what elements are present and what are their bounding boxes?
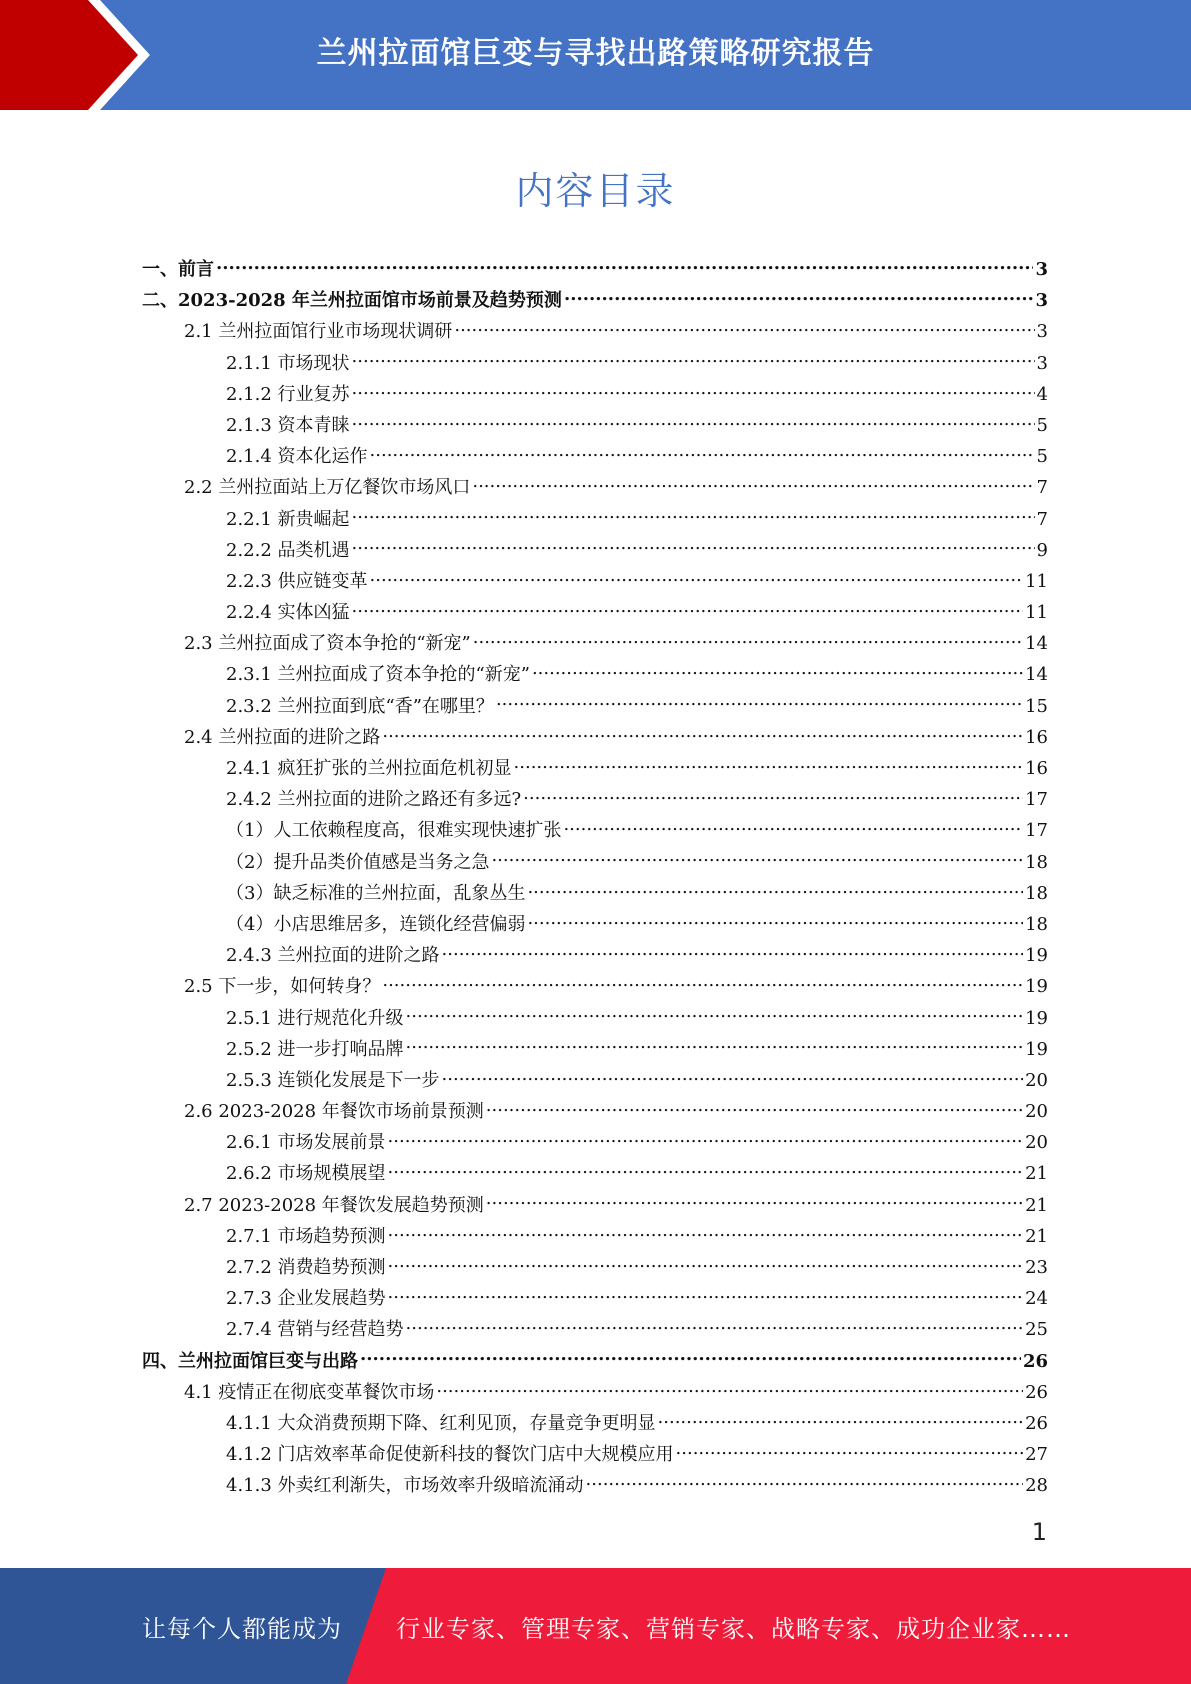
toc-entry-page: 20	[1025, 1101, 1048, 1123]
toc-entry[interactable]	[142, 847, 1048, 878]
toc-dot-leader	[352, 413, 1035, 431]
toc-dot-leader	[532, 662, 1023, 680]
toc-entry[interactable]	[142, 441, 1048, 472]
toc-entry-page: 7	[1036, 477, 1048, 499]
toc-entry-title: 2.2.3 供应链变革	[226, 570, 368, 592]
toc-entry-page: 23	[1025, 1257, 1048, 1278]
footer-banner	[0, 1568, 1191, 1684]
toc-entry-title: 2.6 2023-2028 年餐饮市场前景预测	[184, 1101, 484, 1123]
toc-entry-page: 17	[1025, 820, 1048, 842]
toc-dot-leader	[382, 725, 1023, 743]
toc-entry-title: 2.5 下一步，如何转身？	[184, 976, 381, 998]
toc-entry-title: 2.5.2 进一步打响品牌	[226, 1038, 404, 1060]
table-of-contents	[142, 254, 1048, 1502]
toc-entry-page: 19	[1025, 976, 1048, 998]
toc-dot-leader	[586, 1473, 1024, 1491]
toc-dot-leader	[442, 1068, 1024, 1086]
toc-entry-title: 2.2.4 实体凶猛	[226, 602, 350, 624]
toc-dot-leader	[352, 538, 1035, 556]
toc-entry[interactable]	[142, 410, 1048, 441]
toc-entry[interactable]	[142, 1065, 1048, 1096]
toc-entry-title: 四、兰州拉面馆巨变与出路	[142, 1350, 358, 1372]
toc-entry-page: 5	[1036, 414, 1048, 436]
toc-entry[interactable]	[142, 472, 1048, 503]
toc-entry[interactable]	[142, 504, 1048, 535]
toc-entry-page: 19	[1025, 945, 1048, 967]
toc-entry-title: 2.1.3 资本青睐	[226, 414, 350, 436]
toc-dot-leader	[388, 1161, 1024, 1179]
toc-entry[interactable]	[142, 722, 1048, 753]
toc-entry[interactable]	[142, 566, 1048, 597]
toc-dot-leader	[388, 1224, 1024, 1242]
toc-entry[interactable]	[142, 1346, 1048, 1377]
toc-entry-page: 3	[1035, 290, 1048, 312]
toc-heading: 内容目录	[515, 169, 676, 213]
toc-entry-title: 2.5.1 进行规范化升级	[226, 1007, 404, 1029]
toc-entry[interactable]	[142, 1158, 1048, 1189]
toc-entry-page: 26	[1025, 1381, 1048, 1403]
toc-entry-title: 2.1 兰州拉面馆行业市场现状调研	[184, 321, 453, 343]
toc-entry-title: 二、2023-2028 年兰州拉面馆市场前景及趋势预测	[142, 290, 562, 312]
toc-entry[interactable]	[142, 1470, 1048, 1501]
toc-entry-page: 3	[1036, 321, 1048, 343]
toc-dot-leader	[486, 1193, 1023, 1211]
toc-entry-title: 2.4.2 兰州拉面的进阶之路还有多远?	[226, 789, 522, 811]
toc-dot-leader	[436, 1380, 1023, 1398]
toc-entry-page: 3	[1036, 352, 1048, 374]
toc-entry[interactable]	[142, 1252, 1048, 1283]
toc-dot-leader	[370, 444, 1035, 462]
toc-entry[interactable]	[142, 628, 1048, 659]
toc-dot-leader	[486, 1099, 1023, 1117]
toc-dot-leader	[360, 1349, 1021, 1367]
toc-entry-page: 28	[1025, 1475, 1048, 1497]
toc-dot-leader	[473, 631, 1023, 649]
toc-entry[interactable]	[142, 971, 1048, 1002]
toc-entry[interactable]	[142, 1003, 1048, 1034]
toc-entry-page: 4	[1036, 383, 1048, 405]
toc-entry[interactable]	[142, 379, 1048, 410]
toc-entry[interactable]	[142, 1190, 1048, 1221]
header-banner	[0, 0, 1191, 110]
toc-entry[interactable]	[142, 1034, 1048, 1065]
toc-entry-title: 2.1.1 市场现状	[226, 352, 350, 374]
page-number: 1	[1031, 1518, 1047, 1546]
toc-entry[interactable]	[142, 1439, 1048, 1470]
toc-entry-title: （2）提升品类价值感是当务之急	[226, 851, 490, 873]
toc-entry[interactable]	[142, 659, 1048, 690]
toc-entry-page: 9	[1036, 539, 1048, 561]
toc-entry-page: 21	[1025, 1163, 1048, 1185]
toc-entry-title: 2.7 2023-2028 年餐饮发展趋势预测	[184, 1194, 484, 1216]
toc-entry-title: 4.1 疫情正在彻底变革餐饮市场	[184, 1381, 435, 1403]
toc-entry-title: 2.1.2 行业复苏	[226, 383, 350, 405]
toc-entry-title: 2.7.4 营销与经营趋势	[226, 1319, 404, 1341]
footer-slogan-left: 让每个人都能成为	[142, 1614, 342, 1643]
toc-dot-leader	[472, 475, 1034, 493]
toc-entry-page: 16	[1025, 758, 1048, 779]
toc-entry-page: 7	[1036, 508, 1048, 530]
toc-entry-title: 2.3 兰州拉面成了资本争抢的“新宠”	[184, 633, 471, 655]
toc-entry-page: 14	[1025, 633, 1048, 655]
toc-entry-page: 11	[1025, 570, 1048, 592]
toc-entry[interactable]	[142, 1096, 1048, 1127]
toc-entry[interactable]	[142, 1221, 1048, 1252]
toc-entry[interactable]	[142, 316, 1048, 347]
toc-entry-title: 2.5.3 连锁化发展是下一步	[226, 1069, 440, 1091]
toc-entry-page: 18	[1025, 851, 1048, 873]
toc-entry-title: （1）人工依赖程度高，很难实现快速扩张	[226, 820, 562, 842]
toc-dot-leader	[496, 694, 1023, 712]
toc-entry[interactable]	[142, 1408, 1048, 1439]
toc-entry-title: 2.2.2 品类机遇	[226, 539, 350, 561]
toc-entry-page: 19	[1025, 1038, 1048, 1060]
toc-entry[interactable]	[142, 1283, 1048, 1314]
toc-entry-title: 2.7.1 市场趋势预测	[226, 1225, 386, 1247]
toc-dot-leader	[352, 351, 1035, 369]
report-title: 兰州拉面馆巨变与寻找出路策略研究报告	[316, 36, 875, 71]
toc-dot-leader	[388, 1130, 1024, 1148]
toc-entry-title: 2.2 兰州拉面站上万亿餐饮市场风口	[184, 477, 471, 499]
toc-dot-leader	[658, 1411, 1024, 1429]
toc-entry-title: 2.7.2 消费趋势预测	[226, 1257, 386, 1278]
toc-entry[interactable]	[142, 535, 1048, 566]
toc-dot-leader	[352, 507, 1035, 525]
toc-entry-title: 4.1.3 外卖红利渐失，市场效率升级暗流涌动	[226, 1475, 584, 1497]
toc-entry-page: 18	[1025, 882, 1048, 904]
toc-dot-leader	[564, 288, 1034, 306]
toc-entry-page: 26	[1022, 1350, 1048, 1372]
toc-entry[interactable]	[142, 815, 1048, 846]
toc-entry-page: 17	[1025, 789, 1048, 811]
toc-entry[interactable]	[142, 753, 1048, 784]
toc-entry[interactable]	[142, 597, 1048, 628]
toc-dot-leader	[406, 1037, 1024, 1055]
toc-entry-page: 16	[1025, 726, 1048, 748]
toc-dot-leader	[527, 881, 1023, 899]
toc-entry[interactable]	[142, 348, 1048, 379]
toc-entry-title: 2.6.2 市场规模展望	[226, 1163, 386, 1185]
toc-entry-title: 2.4.1 疯狂扩张的兰州拉面危机初显	[226, 758, 512, 779]
toc-dot-leader	[523, 787, 1023, 805]
toc-dot-leader	[514, 756, 1024, 774]
toc-entry[interactable]	[142, 940, 1048, 971]
toc-dot-leader	[676, 1442, 1024, 1460]
toc-entry-page: 18	[1025, 913, 1048, 935]
toc-dot-leader	[352, 382, 1035, 400]
toc-dot-leader	[406, 1317, 1024, 1335]
toc-entry[interactable]	[142, 1127, 1048, 1158]
toc-dot-leader	[491, 850, 1023, 868]
toc-entry-page: 3	[1035, 259, 1048, 280]
toc-entry[interactable]	[142, 878, 1048, 909]
toc-dot-leader	[352, 600, 1024, 618]
toc-dot-leader	[527, 912, 1023, 930]
toc-entry[interactable]	[142, 1314, 1048, 1345]
toc-dot-leader	[563, 818, 1023, 836]
toc-entry[interactable]	[142, 254, 1048, 285]
toc-entry[interactable]	[142, 691, 1048, 722]
toc-entry-title: （4）小店思维居多，连锁化经营偏弱	[226, 913, 526, 935]
toc-entry-title: （3）缺乏标准的兰州拉面，乱象丛生	[226, 882, 526, 904]
toc-dot-leader	[406, 1006, 1024, 1024]
toc-entry-title: 2.7.3 企业发展趋势	[226, 1288, 386, 1310]
toc-entry-page: 15	[1025, 695, 1048, 717]
toc-entry-page: 14	[1025, 664, 1048, 686]
toc-entry-page: 21	[1025, 1194, 1048, 1216]
toc-entry-page: 20	[1025, 1132, 1048, 1154]
toc-entry-title: 4.1.1 大众消费预期下降、红利见顶，存量竞争更明显	[226, 1412, 656, 1434]
toc-entry-title: 2.4.3 兰州拉面的进阶之路	[226, 945, 440, 967]
toc-entry[interactable]	[142, 285, 1048, 316]
toc-dot-leader	[388, 1255, 1024, 1273]
toc-entry-page: 26	[1025, 1412, 1048, 1434]
toc-entry-title: 2.1.4 资本化运作	[226, 446, 368, 468]
toc-dot-leader	[454, 319, 1034, 337]
toc-entry-page: 25	[1025, 1319, 1048, 1341]
toc-entry-title: 2.4 兰州拉面的进阶之路	[184, 726, 381, 748]
toc-dot-leader	[388, 1286, 1024, 1304]
toc-entry-title: 2.3.1 兰州拉面成了资本争抢的“新宠”	[226, 664, 530, 686]
toc-entry-page: 27	[1025, 1444, 1048, 1466]
toc-entry-page: 19	[1025, 1007, 1048, 1029]
toc-entry-page: 11	[1025, 602, 1048, 624]
toc-dot-leader	[442, 943, 1024, 961]
footer-slogan-right: 行业专家、管理专家、营销专家、战略专家、成功企业家……	[396, 1614, 1071, 1643]
toc-dot-leader	[216, 257, 1033, 275]
toc-entry-page: 5	[1036, 446, 1048, 468]
toc-entry-title: 2.6.1 市场发展前景	[226, 1132, 386, 1154]
toc-entry-page: 24	[1025, 1288, 1048, 1310]
toc-entry-page: 20	[1025, 1069, 1048, 1091]
toc-entry[interactable]	[142, 909, 1048, 940]
toc-entry[interactable]	[142, 784, 1048, 815]
toc-entry-title: 一、前言	[142, 259, 214, 280]
toc-entry[interactable]	[142, 1377, 1048, 1408]
toc-dot-leader	[382, 974, 1023, 992]
toc-dot-leader	[370, 569, 1024, 587]
toc-entry-title: 2.2.1 新贵崛起	[226, 508, 350, 530]
toc-entry-title: 4.1.2 门店效率革命促使新科技的餐饮门店中大规模应用	[226, 1444, 674, 1466]
toc-entry-title: 2.3.2 兰州拉面到底“香”在哪里？	[226, 695, 494, 717]
toc-entry-page: 21	[1025, 1225, 1048, 1247]
